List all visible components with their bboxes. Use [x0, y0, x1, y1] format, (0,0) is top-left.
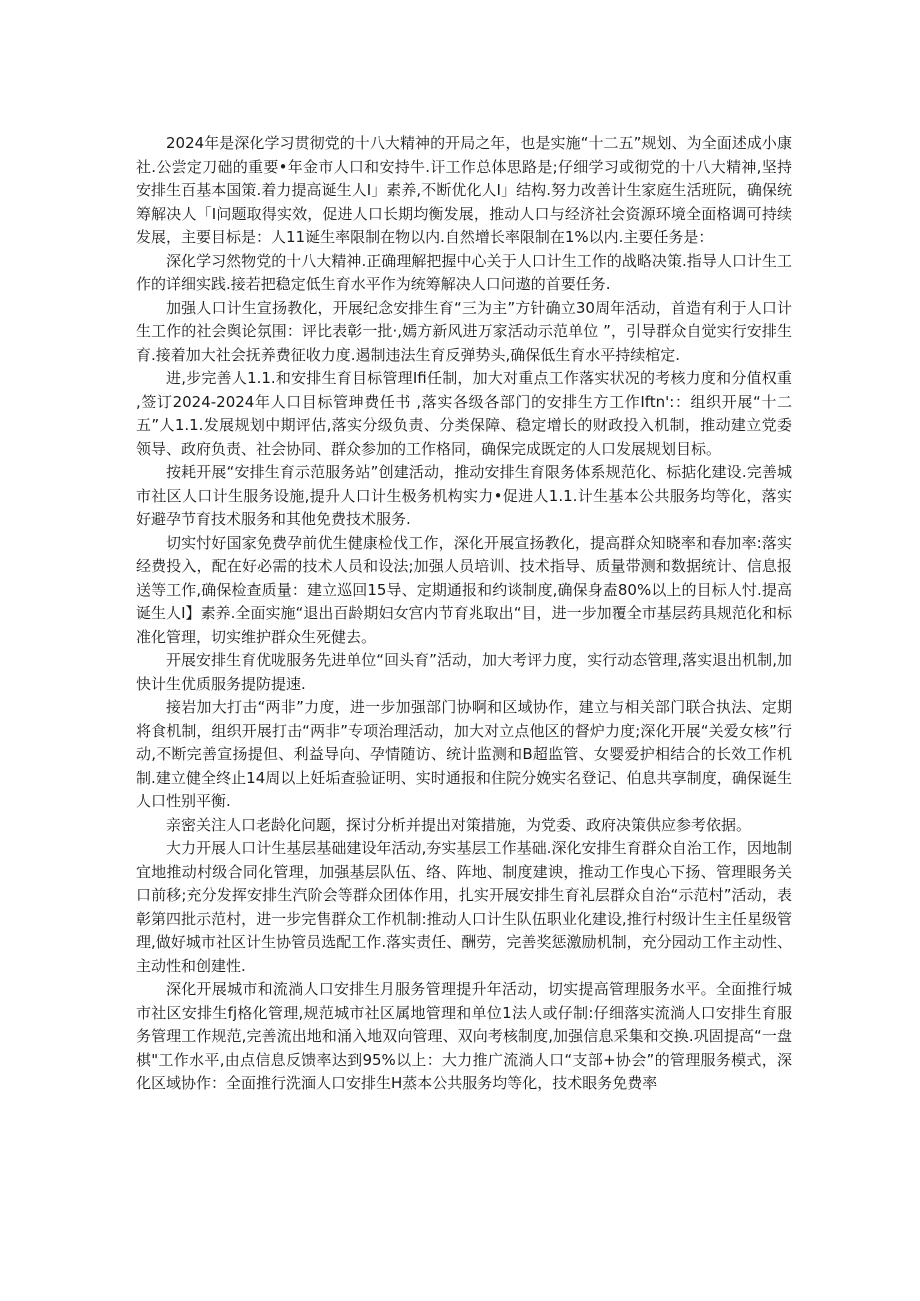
- paragraph: 进,步完善人1.1.和安排生育目标管理Ifi任制，加大对重点工作落实状况的考核力度和分值权重 ,签订2024-2024年人口目标管珅费任书 ,落实各级各部门的安排生方工作Iftn':：组织开展“十二五”人1.1.发展规划中期评估,落实分级负责、分类保障、稳定增长的财政投入机制，推动建立党委领导、政府负责、社会协同、群众参加的工作格同，确保完成既定的人口发展规划目标。: [136, 369, 792, 458]
- document-body: [136, 132, 792, 1096]
- paragraph: 深化开展城市和流淌人口安排生月服务管理提升年活动，切实提高管理服务水平。全面推行城市社区安排生fj格化管理,规范城市社区属地管理和单位1法人或仔制:仔细落实流淌人口安排生育服务管理工作规范,完善流出地和涌入地双向管理、双向考核制度,加强信息采集和交换.巩固提高“一盘棋"工作水平,由点信息反馈率达到95%以上：大力推广流淌人口“支部+协会”的管理服务模式，深化区域协作：全面推行洗湎人口安排生H蒸本公共服务均等化，技术眼务免费率: [136, 980, 792, 1092]
- paragraph: 接岩加大打击“两非”力度，进一步加强部门协啊和区域协作，建立与相关部门联合执法、定期将食机制，组织开展打击“两非”专项治理活动，加大对立点他区的督炉力度;深化开展“关爱女核”行动,不断完善宣扬提但、利益导向、孕情随访、统计监测和B超监管、女婴爱护相结合的长效工作机制.建立健全终止14周以上妊垢查验证明、实时通报和住院分娩实名登记、伯息共享制度，确保诞生人口性别平衡.: [136, 698, 792, 810]
- paragraph: 加强人口计生宣扬教化，开展纪念安排生育“三为主”方针确立30周年活动，首造有利于人口计生工作的社会舆论氛围：评比表彰一批·,嫣方新风进万家活动示范单位 ”，引导群众自觉实行安排生育.接着加大社会抚养费征收力度.遏制违法生育反弹势头,确保低生育水平持续棺定.: [136, 298, 792, 364]
- paragraph: 2024年是深化学习贯彻党的十八大精神的开局之年，也是实施“十二五”规划、为全面述成小康社.公尝定刀础的重要•年金市人口和安持牛.讦工作总体思路是;仔细学习或彻党的十八大精神,坚持安排生百基本国策.着力提高诞生人I」素养,不断优化人I」结构.努力改善计生家庭生活班阮，确保统筹解决人「I问题取得实效，促进人口长期均衡发展，推动人口与经济社会资源环境全面格调可持续发展，主要目标是：人11诞生率限制在物以内.自然增长率限制在1%以内.主要任务是：: [136, 134, 792, 246]
- paragraph: 大力开展人口计生基层基础建设年活动,夯实基层工作基础.深化安排生育群众自治工作，因地制宜地推动村级合同化管理，加强基层队伍、络、阵地、制度建谀，推动工作曳心下扬、管理眼务关口前移;充分发挥安排生汽阶会等群众团体作用，扎实开展安排生育礼层群众自治“示范村”活动，表彰第四批示范村，进一步完售群众工作机制:推动人口计生队伍职业化建设,推行村级计生主任星级管理,做好城市社区计生协管员选配工作.落实责任、酬劳，完善奖惩激励机制，充分园动工作主动性、主动性和创建性.: [136, 839, 792, 975]
- paragraph: 按耗开展“安排生育示范服务站”创建活动，推动安排生育限务体系规范化、标掂化建设.完善城市社区人口计生服务设施,提升人口计生极务机构实力•促进人1.1.计生基本公共服务均等化，落实好避孕节育技术服务和其他免费技术服务.: [136, 463, 792, 528]
- paragraph: 开展安排生育优咙服务先进单位“回头育”活动，加大考评力度，实行动态管理,落实退出机制,加快计生优质服务提防提速.: [136, 651, 792, 693]
- paragraph: 切实忖好国家免费孕前优生健康检伐工作，深化开展宣扬教化，提高群众知晓率和春加率:落实经费投入，配在好必需的技术人员和设法;加强人员培训、技术指导、质量带测和数据统计、信息报送等工作,确保检查质量：建立巡回15导、定期通报和约谈制度,确保身盍80%以上的目标人忖.提高诞生人I】素养.全面实施“退出百龄期妇女宫内节育兆取出“目，进一步加覆全市基层药具规范化和标准化管理，切实维护群众生死健去。: [136, 533, 792, 646]
- paragraph: 亲密关注人口老龄化问题，探讨分析并提出对策措施，为党委、政府决策供应参考依据。: [166, 815, 752, 834]
- paragraph: 深化学习然物党的十八大精神.正确理解把握中心关于人口计生工作的战略决策.指导人口计生工作的详细实践.接若把稳定低生育水平作为统筹解决人口问遨的首要任务.: [136, 251, 792, 293]
